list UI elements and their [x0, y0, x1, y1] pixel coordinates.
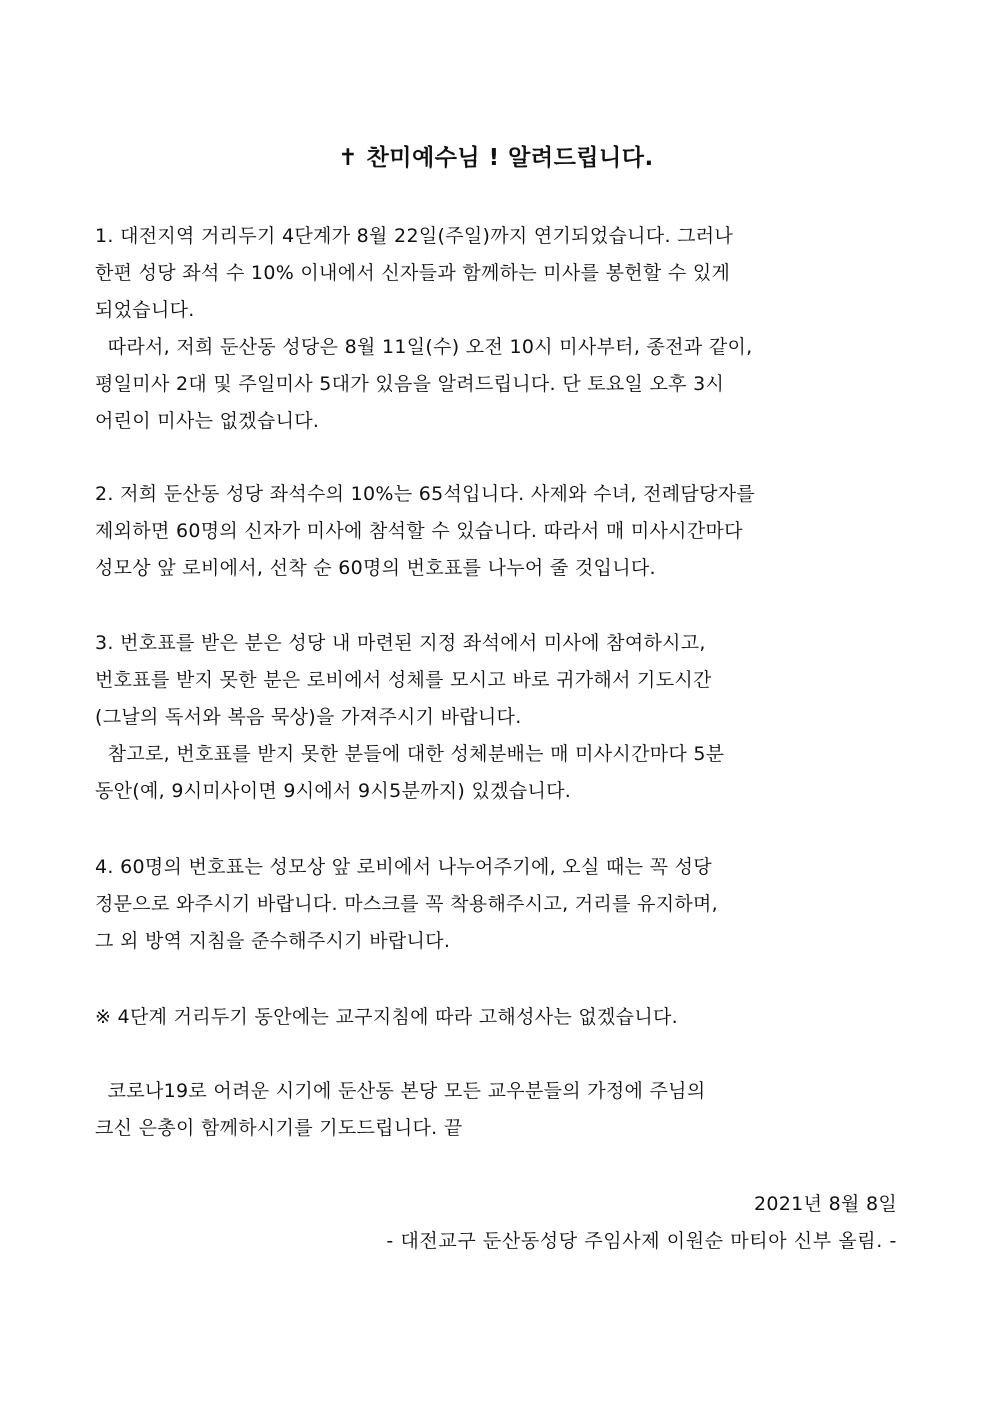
section-1-line: 어린이 미사는 없겠습니다. [95, 410, 320, 432]
section-2-line: 성모상 앞 로비에서, 선착 순 60명의 번호표를 나누어 줄 것입니다. [95, 557, 656, 579]
section-1 [95, 218, 897, 440]
confession-note [95, 999, 897, 1036]
section-2-line: 2. 저희 둔산동 성당 좌석수의 10%는 65석입니다. 사제와 수녀, 전례담당자를 [95, 483, 756, 505]
section-4-line: 4. 60명의 번호표는 성모상 앞 로비에서 나누어주기에, 오실 때는 꼭 성당 [95, 856, 712, 878]
section-1-line: 한편 성당 좌석 수 10% 이내에서 신자들과 함께하는 미사를 봉헌할 수 있게 [95, 262, 731, 284]
section-3-line: 참고로, 번호표를 받지 못한 분들에 대한 성체분배는 매 미사시간마다 5분 [95, 743, 725, 765]
section-4-line: 그 외 방역 지침을 준수해주시기 바랍니다. [95, 930, 451, 952]
section-1-line: 따라서, 저희 둔산동 성당은 8월 11일(수) 오전 10시 미사부터, 종전과 같이, [95, 336, 753, 358]
section-3-line: 번호표를 받지 못한 분은 로비에서 성체를 모시고 바로 귀가해서 기도시간 [95, 669, 712, 691]
notice-date: 2021년 8월 8일 [754, 1193, 897, 1215]
section-1-line: 평일미사 2대 및 주일미사 5대가 있음을 알려드립니다. 단 토요일 오후 3시 [95, 373, 725, 395]
closing-blessing-line: 크신 은총이 함께하시기를 기도드립니다. 끝 [95, 1117, 463, 1139]
section-1-line: 1. 대전지역 거리두기 4단계가 8월 22일(주일)까지 연기되었습니다. 그러나 [95, 225, 734, 247]
closing-blessing [95, 1073, 897, 1147]
section-2 [95, 476, 897, 587]
section-4 [95, 849, 897, 960]
section-3-line: (그날의 독서와 복음 묵상)을 가져주시기 바랍니다. [95, 706, 522, 728]
section-2-line: 제외하면 60명의 신자가 미사에 참석할 수 있습니다. 따라서 매 미사시간마다 [95, 520, 743, 542]
section-3 [95, 625, 897, 810]
closing-blessing-line: 코로나19로 어려운 시기에 둔산동 본당 모든 교우분들의 가정에 주님의 [95, 1080, 706, 1102]
section-1-line: 되었습니다. [95, 299, 195, 321]
section-4-line: 정문으로 와주시기 바랍니다. 마스크를 꼭 착용해주시고, 거리를 유지하며, [95, 893, 719, 915]
confession-note-line: ※ 4단계 거리두기 동안에는 교구지침에 따라 고해성사는 없겠습니다. [95, 1006, 678, 1028]
section-3-line: 3. 번호표를 받은 분은 성당 내 마련된 지정 좌석에서 미사에 참여하시고, [95, 632, 706, 654]
notice-title: ✝ 찬미예수님 ! 알려드립니다. [338, 145, 654, 171]
section-3-line: 동안(예, 9시미사이면 9시에서 9시5분까지) 있겠습니다. [95, 780, 572, 802]
signature: - 대전교구 둔산동성당 주임사제 이원순 마티아 신부 올림. - [386, 1230, 897, 1252]
